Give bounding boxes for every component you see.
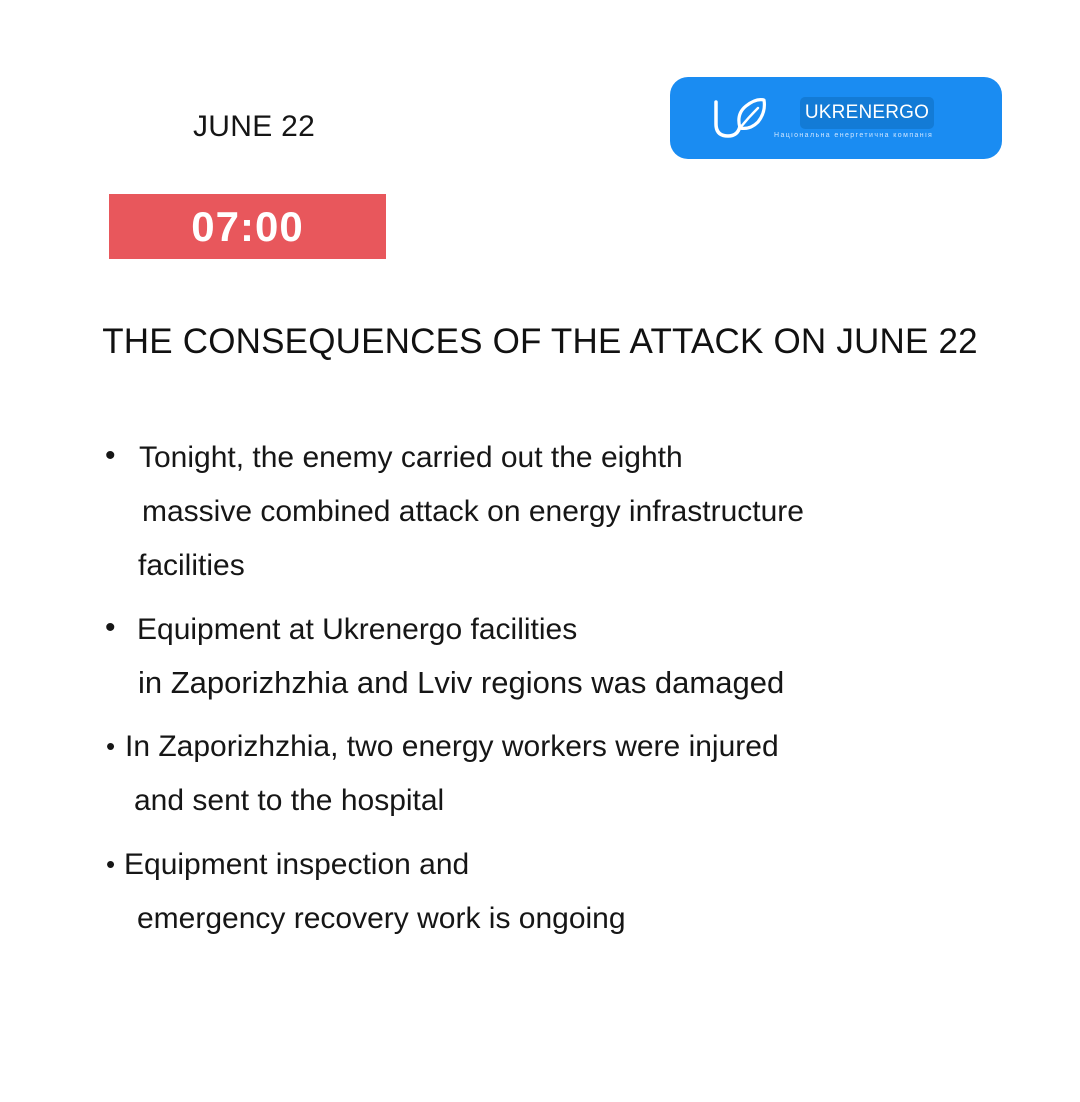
brand-name: UKRENERGO	[804, 102, 930, 123]
bullet-marker: •	[105, 611, 116, 644]
bullet-3-line-1: In Zaporizhzhia, two energy workers were injured	[125, 730, 779, 763]
bullet-marker: •	[105, 439, 116, 472]
bullet-2-line-2: in Zaporizhzhia and Lviv regions was damaged	[138, 665, 785, 700]
bullet-1-line-2: massive combined attack on energy infrastructure	[142, 495, 804, 528]
bullet-marker: •	[106, 849, 116, 879]
time-label: 07:00	[191, 202, 304, 250]
bullet-3-line-2: and sent to the hospital	[134, 784, 445, 817]
bullet-1-line-3: facilities	[138, 549, 245, 582]
bullet-2-line-1: Equipment at Ukrenergo facilities	[137, 613, 578, 646]
page-title: THE CONSEQUENCES OF THE ATTACK ON JUNE 22	[102, 322, 978, 361]
bullet-4-line-2: emergency recovery work is ongoing	[137, 902, 626, 935]
date-label: JUNE 22	[193, 110, 316, 143]
bullet-1-line-1: Tonight, the enemy carried out the eighth	[139, 441, 683, 474]
bullet-marker: •	[106, 731, 116, 761]
brand-tagline: Національна енергетична компанія	[774, 132, 934, 139]
bullet-4-line-1: Equipment inspection and	[124, 848, 470, 881]
